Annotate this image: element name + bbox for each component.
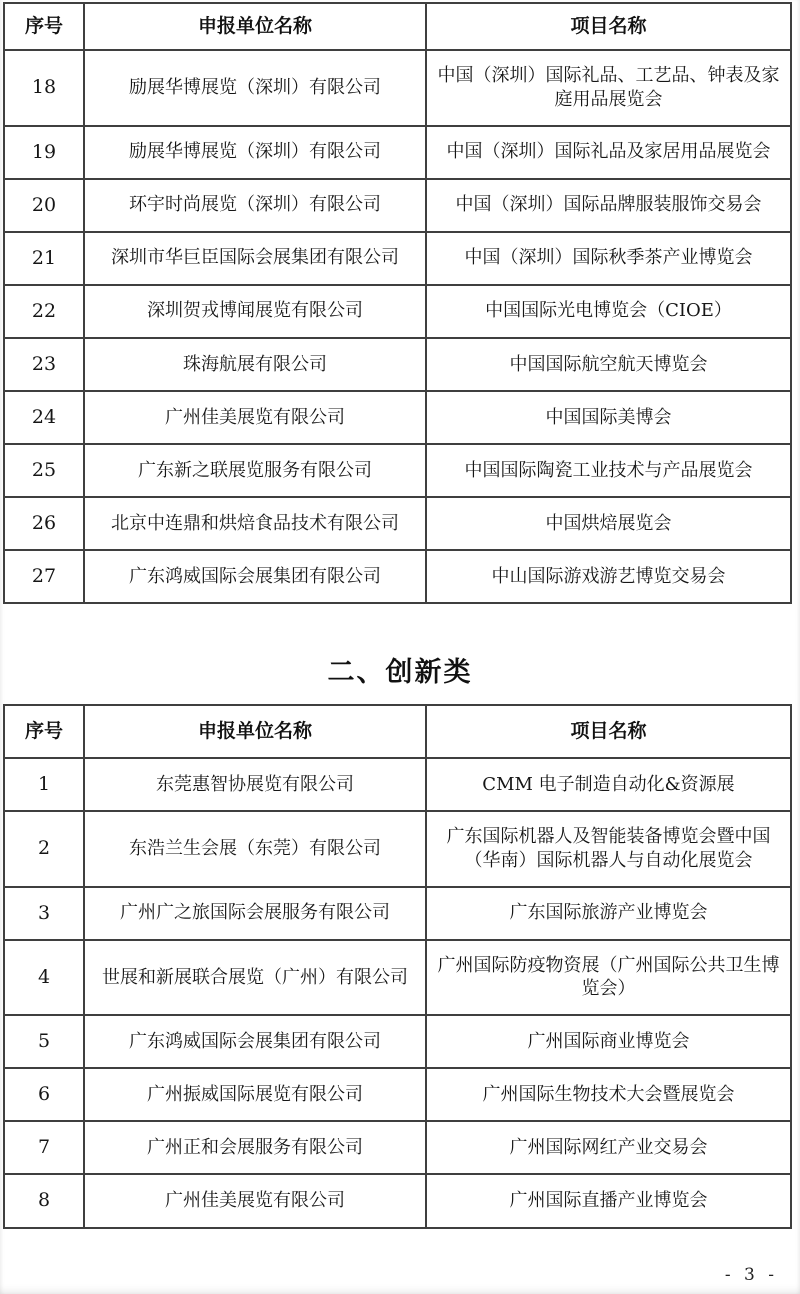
table-row	[4, 232, 791, 285]
cell-project-name: 中山国际游戏游艺博览交易会	[426, 550, 791, 603]
cell-unit-name: 励展华博展览（深圳）有限公司	[84, 50, 426, 126]
cell-unit-name: 东莞惠智协展览有限公司	[84, 758, 426, 811]
table-row	[4, 391, 791, 444]
cell-serial: 23	[4, 338, 84, 391]
table-row	[4, 550, 791, 603]
cell-project-name: 广东国际旅游产业博览会	[426, 887, 791, 940]
cell-unit-name: 深圳贺戎博闻展览有限公司	[84, 285, 426, 338]
cell-project-name: 广州国际网红产业交易会	[426, 1121, 791, 1174]
table-row	[4, 1121, 791, 1174]
table-section1	[3, 2, 792, 604]
page-number: - 3 -	[724, 1265, 778, 1285]
cell-project-name: 广州国际直播产业博览会	[426, 1174, 791, 1227]
table-section2-innovation	[3, 704, 792, 1229]
cell-serial: 3	[4, 887, 84, 940]
table-header-row	[4, 3, 791, 50]
table-row	[4, 1174, 791, 1227]
cell-serial: 18	[4, 50, 84, 126]
cell-project-name: 中国（深圳）国际礼品、工艺品、钟表及家庭用品展览会	[426, 50, 791, 126]
cell-serial: 6	[4, 1068, 84, 1121]
cell-unit-name: 广州正和会展服务有限公司	[84, 1121, 426, 1174]
cell-project-name: 广东国际机器人及智能装备博览会暨中国（华南）国际机器人与自动化展览会	[426, 811, 791, 887]
cell-serial: 20	[4, 179, 84, 232]
cell-serial: 21	[4, 232, 84, 285]
cell-unit-name: 励展华博展览（深圳）有限公司	[84, 126, 426, 179]
table-row	[4, 887, 791, 940]
table-row	[4, 50, 791, 126]
cell-unit-name: 环宇时尚展览（深圳）有限公司	[84, 179, 426, 232]
col-header-unit: 申报单位名称	[84, 3, 426, 50]
cell-serial: 2	[4, 811, 84, 887]
cell-project-name: 中国国际航空航天博览会	[426, 338, 791, 391]
cell-unit-name: 广州振威国际展览有限公司	[84, 1068, 426, 1121]
cell-unit-name: 广东新之联展览服务有限公司	[84, 444, 426, 497]
cell-project-name: 中国国际美博会	[426, 391, 791, 444]
cell-serial: 4	[4, 940, 84, 1016]
cell-unit-name: 广东鸿威国际会展集团有限公司	[84, 1015, 426, 1068]
cell-serial: 27	[4, 550, 84, 603]
cell-serial: 25	[4, 444, 84, 497]
cell-serial: 22	[4, 285, 84, 338]
cell-serial: 5	[4, 1015, 84, 1068]
cell-unit-name: 广东鸿威国际会展集团有限公司	[84, 550, 426, 603]
table-row	[4, 811, 791, 887]
table-row	[4, 497, 791, 550]
cell-serial: 19	[4, 126, 84, 179]
cell-unit-name: 广州广之旅国际会展服务有限公司	[84, 887, 426, 940]
table-row	[4, 940, 791, 1016]
cell-project-name: CMM 电子制造自动化&资源展	[426, 758, 791, 811]
table-row	[4, 126, 791, 179]
table-row	[4, 1068, 791, 1121]
cell-unit-name: 深圳市华巨臣国际会展集团有限公司	[84, 232, 426, 285]
cell-project-name: 广州国际防疫物资展（广州国际公共卫生博览会）	[426, 940, 791, 1016]
cell-serial: 8	[4, 1174, 84, 1227]
cell-unit-name: 广州佳美展览有限公司	[84, 391, 426, 444]
cell-unit-name: 广州佳美展览有限公司	[84, 1174, 426, 1227]
table-header-row	[4, 705, 791, 758]
cell-project-name: 中国烘焙展览会	[426, 497, 791, 550]
cell-serial: 26	[4, 497, 84, 550]
cell-unit-name: 世展和新展联合展览（广州）有限公司	[84, 940, 426, 1016]
col-header-serial: 序号	[4, 3, 84, 50]
col-header-serial: 序号	[4, 705, 84, 758]
cell-serial: 24	[4, 391, 84, 444]
cell-unit-name: 东浩兰生会展（东莞）有限公司	[84, 811, 426, 887]
cell-unit-name: 珠海航展有限公司	[84, 338, 426, 391]
cell-project-name: 广州国际商业博览会	[426, 1015, 791, 1068]
cell-project-name: 中国国际陶瓷工业技术与产品展览会	[426, 444, 791, 497]
cell-project-name: 中国（深圳）国际礼品及家居用品展览会	[426, 126, 791, 179]
table-row	[4, 758, 791, 811]
section-heading: 二、创新类	[327, 657, 473, 687]
table-row	[4, 179, 791, 232]
col-header-project: 项目名称	[426, 3, 791, 50]
table-row	[4, 338, 791, 391]
cell-project-name: 广州国际生物技术大会暨展览会	[426, 1068, 791, 1121]
cell-serial: 7	[4, 1121, 84, 1174]
table-row	[4, 444, 791, 497]
cell-project-name: 中国国际光电博览会（CIOE）	[426, 285, 791, 338]
col-header-unit: 申报单位名称	[84, 705, 426, 758]
cell-project-name: 中国（深圳）国际品牌服装服饰交易会	[426, 179, 791, 232]
cell-project-name: 中国（深圳）国际秋季茶产业博览会	[426, 232, 791, 285]
col-header-project: 项目名称	[426, 705, 791, 758]
table-row	[4, 1015, 791, 1068]
table-row	[4, 285, 791, 338]
cell-serial: 1	[4, 758, 84, 811]
cell-unit-name: 北京中连鼎和烘焙食品技术有限公司	[84, 497, 426, 550]
